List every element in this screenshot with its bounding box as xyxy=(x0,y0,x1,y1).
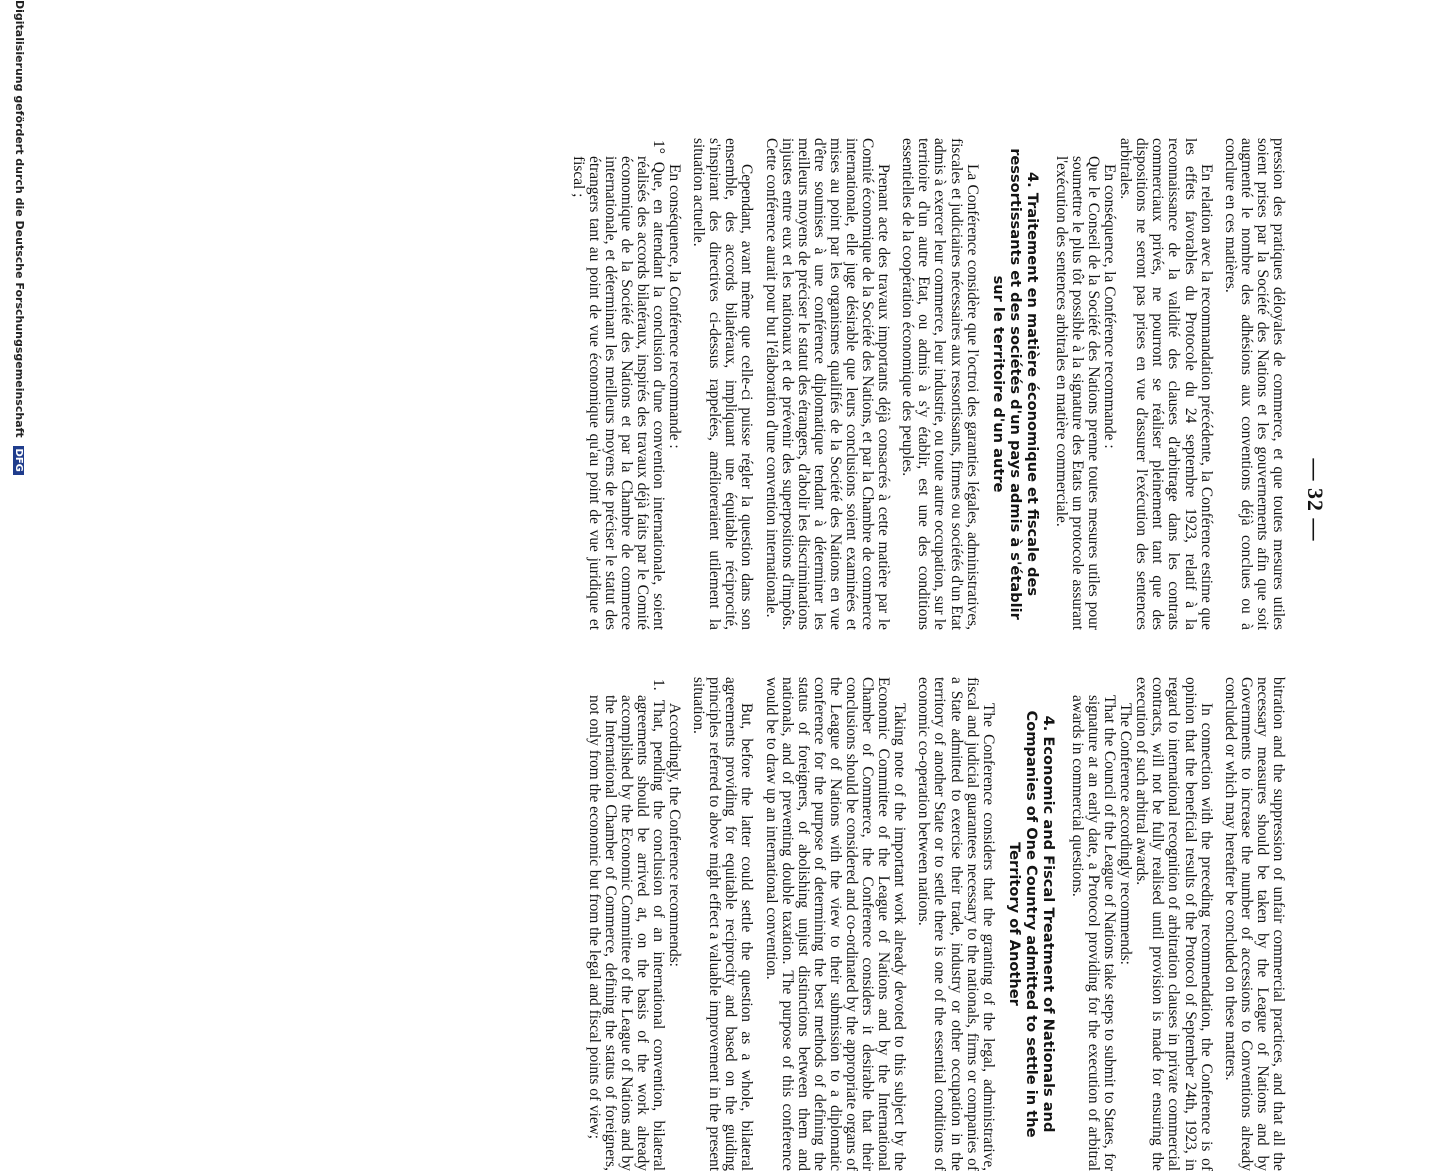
french-paragraph-7: Cependant, avant même que celle-ci puisse régler la question dans son ensemble, des accords bilatéraux, impliquant une équitable réciprocité, s'inspirant des directives ci-dessus rappelées, amélioreraient utilement la situation actuelle. xyxy=(690,138,756,630)
english-paragraph-2: In connection with the preceding recommendation, the Conference is of opinion that the beneficial results of the Protocol of September 24th, 1923, in regard to international recognition of arbitration clauses in private commercial contracts, will not be fully realised until provision is made for ensuring the execution of such arbitral awards. xyxy=(1133,677,1215,1171)
french-paragraph-6: Prenant acte des travaux importants déjà consacrés à cette matière par le Comité économique de la Société des Nations, et par la Chambre de commerce internationale, elle juge désirable que leurs conclusions soient examinées et mises au point par les organismes qualifiés de la Société des Nations en vue d'être soumises à une conférence diplomatique tendant à déterminer les meilleurs moyens de préciser le statut des étrangers, d'abolir les discriminations injustes entre eux et les nationaux et de prévenir des superpositions d'impôts. Cette conférence aurait pour but l'élaboration d'une convention internationale. xyxy=(762,138,893,630)
english-section-heading: 4. Economic and Fiscal Treatment of Nationals and Companies of One Country admitted to settle in the Territory of Another xyxy=(1005,710,1057,1138)
french-paragraph-8: En conséquence, la Conférence recommande : xyxy=(666,164,684,449)
french-paragraph-9: 1° Que, en attendant la conclusion d'une convention internationale, soient réalisés des accords bilatéraux, inspirés des travaux déjà faits par le Comité économique de la Société des Nations et par la Chambre de commerce internationale, et déterminant les meilleurs moyens de préciser le statut des étrangers tant au point de vue économique qu'au point de vue juridique et fiscal ; xyxy=(569,140,667,630)
french-paragraph-1: pression des pratiques déloyales de commerce, et que toutes mesures utiles soient prises par la Société des Nations et les gouvernements afin que soit augmenté le nombre des adhésions aux conventions déjà conclues ou à conclure en ces matières. xyxy=(1221,138,1287,630)
english-paragraph-3: The Conference accordingly recommends: xyxy=(1117,703,1135,965)
english-paragraph-4: That the Council of the League of Nations take steps to submit to States, for signature at an early date, a Protocol providing for the execution of arbitral awards in commercial questions. xyxy=(1068,695,1119,1171)
french-paragraph-3: En conséquence, la Conférence recommande : xyxy=(1101,164,1119,449)
english-paragraph-8: Accordingly, the Conference recommends: xyxy=(666,703,684,967)
english-paragraph-7: But, before the latter could settle the question as a whole, bilateral agreements providing for equitable reciprocity and based on the guiding principles referred to above might effect a valuable improvement in the present situation. xyxy=(690,677,756,1171)
french-paragraph-4: Que le Conseil de la Société des Nations prenne toutes mesures utiles pour soumettre le plus tôt possible à la signature des Etats un protocole assurant l'exécution des sentences arbitrales en matière commerciale. xyxy=(1052,156,1102,630)
french-column xyxy=(569,138,1286,630)
english-paragraph-6: Taking note of the important work already devoted to this subject by the Economic Committee of the League of Nations and by the International Chamber of Commerce, the Conference considers it desirable that their conclusions should be considered and co-ordinated by the appropriate organs of the League of Nations with the view to their submission to a diplomatic conference for the purpose of determining the best methods of defining the status of foreigners, of abolishing unjust distinctions between them and nationals, and of preventing double taxation. The purpose of this conference would be to draw up an international convention. xyxy=(762,677,909,1171)
dfg-logo: DFG xyxy=(13,446,24,475)
french-section-heading: 4. Traitement en matière économique et fiscale des ressortissants et des sociétés d'un pays admis à s'établir sur le territoire d'un autre xyxy=(989,148,1041,620)
french-paragraph-2: En relation avec la recommandation précédente, la Conférence estime que les effets favorables du Protocole du 24 septembre 1923, relatif à la reconnaissance de la validité des clauses d'arbitrage dans les contrats commerciaux privés, ne pourront se réaliser pleinement tant que des dispositions ne seront pas prises en vue d'assurer l'exécution des sentences arbitrales. xyxy=(1117,138,1215,630)
page-number: — 32 — xyxy=(1303,458,1328,542)
english-paragraph-1: bitration and the suppression of unfair commercial practices, and that all the necessary measures should be taken by the League of Nations and by Governments to increase the number of accessions to Conventions already concluded or which may hereafter be concluded on these matters. xyxy=(1221,677,1287,1171)
english-column xyxy=(586,677,1286,1171)
english-paragraph-9: 1. That, pending the conclusion of an international convention, bilateral agreements should be arrived at, on the basis of the work already accomplished by the Economic Committee of the League of Nations and by the International Chamber of Commerce, defining the status of foreigners, not only from the economic but from the legal and fiscal points of view; xyxy=(585,679,667,1171)
digitization-footer xyxy=(13,0,26,1000)
french-paragraph-5: La Conférence considère que l'octroi des garanties légales, administratives, fiscales et judiciaires nécessaires aux ressortissants, firmes ou sociétés d'un Etat admis à exercer leur commerce, leur industrie, ou toute autre occupation, sur le territoire d'un autre Etat, ou admis à s'y établir, est une des conditions essentielles de la coopération économique des peuples. xyxy=(899,138,981,630)
english-paragraph-5: The Conference considers that the granting of the legal, administrative, fiscal and judicial guarantees necessary to the nationals, firms or companies of a State admitted to exercise their trade, industry or other occupation in the territory of another State or to settle there is one of the essential conditions of economic co-operation between nations. xyxy=(915,677,997,1171)
footer-text: Digitalisierung gefördert durch die Deutsche Forschungsgemeinschaft xyxy=(13,0,26,438)
